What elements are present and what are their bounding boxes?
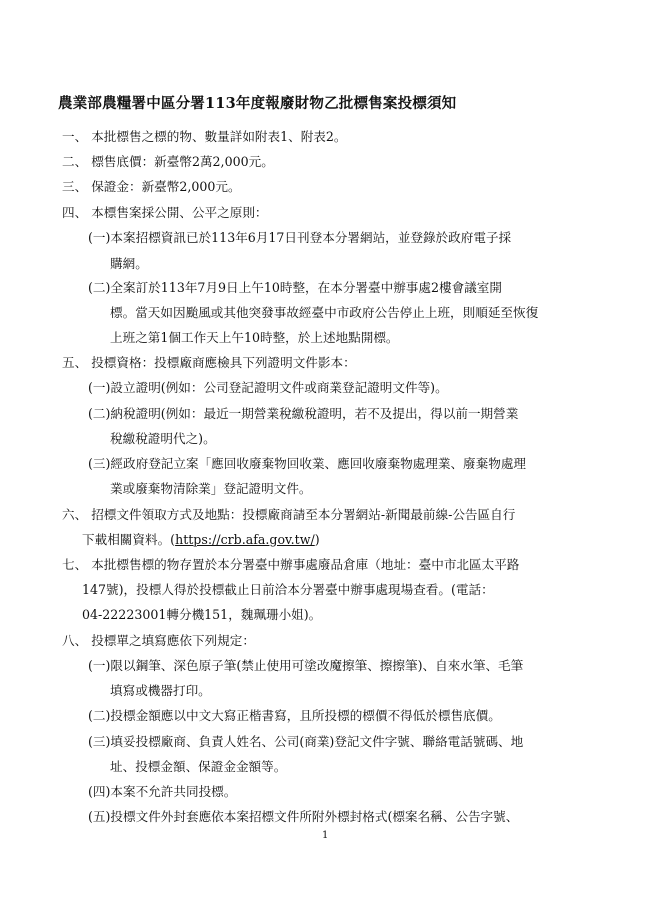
clause-5: 五、 投標資格：投標廠商應檢具下列證明文件影本： [62, 355, 356, 370]
clause-8-5: (五)投標文件外封套應依本案招標文件所附外標封格式(標案名稱、公告字號、 [88, 809, 519, 824]
clause-4-1: (一)本案招標資訊已於113年6月17日刊登本分署網站，並登錄於政府電子採 [88, 230, 512, 245]
clause-7: 七、 本批標售標的物存置於本分署臺中辦事處廢品倉庫（地址：臺中市北區太平路 [62, 557, 520, 572]
clause-6-cont-tail: ) [314, 532, 320, 547]
clause-1: 一、 本批標售之標的物、數量詳如附表1、附表2。 [62, 129, 347, 144]
clause-8-1: (一)限以鋼筆、深色原子筆(禁止使用可塗改魔擦筆、擦擦筆)、自來水筆、毛筆 [88, 658, 524, 673]
clause-4-1-cont: 購網。 [110, 256, 148, 271]
clause-4-2-cont-2: 上班之第1個工作天上午10時整，於上述地點開標。 [110, 330, 399, 345]
clause-7-cont-1: 147號)，投標人得於投標截止日前洽本分署臺中辦事處現場查看。(電話： [82, 582, 494, 597]
clause-6-cont-text: 下載相關資料。( [82, 532, 176, 547]
document-title: 農業部農糧署中區分署113年度報廢財物乙批標售案投標須知 [58, 95, 457, 112]
clause-8-3-cont: 址、投標金額、保證金金額等。 [110, 759, 287, 774]
clause-8-3: (三)填妥投標廠商、負責人姓名、公司(商業)登記文件字號、聯絡電話號碼、地 [88, 734, 524, 749]
page-number: 1 [322, 830, 329, 841]
clause-8-2: (二)投標金額應以中文大寫正楷書寫，且所投標的標價不得低於標售底價。 [88, 708, 501, 723]
clause-5-3: (三)經政府登記立案「應回收廢棄物回收業、應回收廢棄物處理業、廢棄物處理 [88, 456, 527, 471]
clause-5-2: (二)納稅證明(例如：最近一期營業稅繳稅證明，若不及提出，得以前一期營業 [88, 406, 519, 421]
clause-4-2: (二)全案訂於113年7月9日上午10時整，在本分署臺中辦事處2樓會議室開 [88, 280, 502, 295]
clause-4: 四、 本標售案採公開、公平之原則： [62, 205, 268, 220]
clause-4-2-cont-1: 標。當天如因颱風或其他突發事故經臺中市政府公告停止上班，則順延至恢復 [110, 305, 539, 320]
clause-6: 六、 招標文件領取方式及地點：投標廠商請至本分署網站-新聞最前線-公告區自行 [62, 507, 516, 522]
clause-8-4: (四)本案不允許共同投標。 [88, 784, 237, 799]
clause-5-3-cont: 業或廢棄物清除業」登記證明文件。 [110, 481, 312, 496]
clause-3: 三、 保證金：新臺幣2,000元。 [62, 179, 241, 194]
clause-5-2-cont: 稅繳稅證明代之)。 [110, 431, 216, 446]
clause-8-1-cont: 填寫或機器打印。 [110, 683, 211, 698]
clause-8: 八、 投標單之填寫應依下列規定： [62, 633, 255, 648]
clause-7-cont-2: 04-22223001轉分機151，魏珮珊小姐)。 [82, 607, 322, 622]
clause-5-1: (一)設立證明(例如：公司登記證明文件或商業登記證明文件等)。 [88, 380, 448, 395]
clause-2: 二、 標售底價：新臺幣2萬2,000元。 [62, 154, 274, 169]
clause-6-cont [82, 532, 320, 548]
website-link[interactable]: https://crb.afa.gov.tw/ [175, 532, 315, 547]
